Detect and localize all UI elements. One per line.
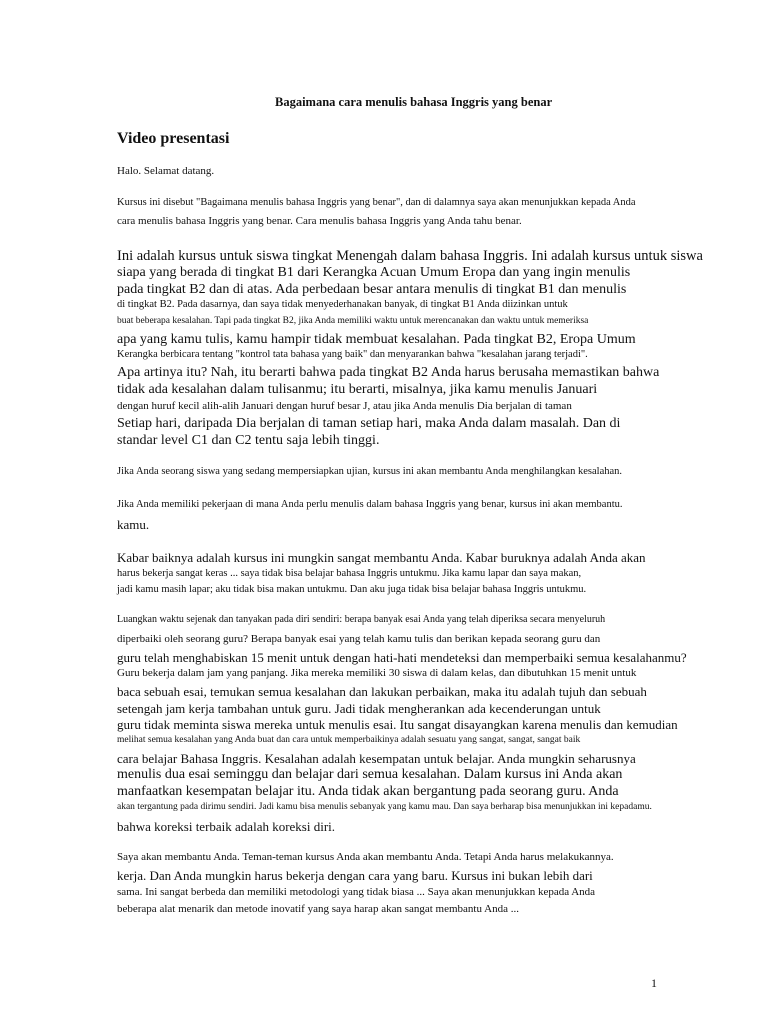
paragraph-line: kamu.: [117, 517, 150, 532]
paragraph-line: jadi kamu masih lapar; aku tidak bisa makan untukmu. Dan aku juga tidak bisa belajar bahasa Inggris untukmu.: [117, 584, 587, 595]
paragraph-line: apa yang kamu tulis, kamu hampir tidak membuat kesalahan. Pada tingkat B2, Eropa Umum: [117, 332, 636, 347]
paragraph-line: standar level C1 dan C2 tentu saja lebih tinggi.: [117, 433, 380, 448]
paragraph-line: kerja. Dan Anda mungkin harus bekerja dengan cara yang baru. Kursus ini bukan lebih dari: [117, 868, 593, 883]
paragraph-line: siapa yang berada di tingkat B1 dari Kerangka Acuan Umum Eropa dan yang ingin menulis: [117, 265, 631, 280]
paragraph-line: Luangkan waktu sejenak dan tanyakan pada diri sendiri: berapa banyak esai Anda yang telah diperiksa secara menyeluruh: [117, 614, 606, 625]
paragraph-line: guru tidak meminta siswa mereka untuk menulis esai. Itu sangat disayangkan karena menulis dan kemudian: [117, 717, 678, 732]
paragraph-line: menulis dua esai seminggu dan belajar dari semua kesalahan. Dalam kursus ini Anda akan: [117, 767, 623, 782]
paragraph-line: dengan huruf kecil alih-alih Januari dengan huruf besar J, atau jika Anda menulis Dia berjalan di taman: [117, 400, 572, 412]
paragraph-line: cara belajar Bahasa Inggris. Kesalahan adalah kesempatan untuk belajar. Anda mungkin seharusnya: [117, 751, 636, 766]
paragraph-line: Jika Anda seorang siswa yang sedang mempersiapkan ujian, kursus ini akan membantu Anda menghilangkan kesalahan.: [117, 466, 623, 477]
paragraph-line: diperbaiki oleh seorang guru? Berapa banyak esai yang telah kamu tulis dan berikan kepada seorang guru dan: [117, 633, 601, 645]
paragraph-line: Halo. Selamat datang.: [117, 165, 215, 177]
paragraph-line: melihat semua kesalahan yang Anda buat dan cara untuk memperbaikinya adalah sesuatu yang sangat, sangat, sangat baik: [117, 735, 581, 745]
page-number: 1: [651, 976, 657, 990]
paragraph-line: manfaatkan kesempatan belajar itu. Anda tidak akan bergantung pada seorang guru. Anda: [117, 784, 619, 799]
paragraph-line: akan tergantung pada dirimu sendiri. Jadi kamu bisa menulis sebanyak yang kamu mau. Dan saya berharap bisa menunjukkan ini kepadamu.: [117, 802, 652, 812]
section-heading: Video presentasi: [117, 130, 230, 147]
document-title: Bagaimana cara menulis bahasa Inggris yang benar: [275, 95, 553, 109]
paragraph-line: Jika Anda memiliki pekerjaan di mana Anda perlu menulis dalam bahasa Inggris yang benar, kursus ini akan membantu.: [117, 499, 623, 510]
paragraph-line: bahwa koreksi terbaik adalah koreksi diri.: [117, 819, 336, 834]
paragraph-line: tidak ada kesalahan dalam tulisanmu; itu berarti, misalnya, jika kamu menulis Januari: [117, 382, 598, 397]
paragraph-line: pada tingkat B2 dan di atas. Ada perbedaan besar antara menulis di tingkat B1 dan menulis: [117, 282, 627, 297]
paragraph-line: harus bekerja sangat keras ... saya tidak bisa belajar bahasa Inggris untukmu. Jika kamu lapar dan saya makan,: [117, 568, 582, 579]
paragraph-line: baca sebuah esai, temukan semua kesalahan dan lakukan perbaikan, maka itu adalah tujuh dan sebuah: [117, 684, 647, 699]
paragraph-line: Kabar baiknya adalah kursus ini mungkin sangat membantu Anda. Kabar buruknya adalah Anda akan: [117, 550, 646, 565]
paragraph-line: sama. Ini sangat berbeda dan memiliki metodologi yang tidak biasa ... Saya akan menunjukkan kepada Anda: [117, 886, 596, 898]
paragraph-line: Apa artinya itu? Nah, itu berarti bahwa pada tingkat B2 Anda harus berusaha memastikan bahwa: [117, 365, 660, 380]
paragraph-line: Ini adalah kursus untuk siswa tingkat Menengah dalam bahasa Inggris. Ini adalah kursus untuk siswa: [117, 248, 703, 264]
paragraph-line: setengah jam kerja tambahan untuk guru. Jadi tidak mengherankan ada kecenderungan untuk: [117, 701, 601, 716]
paragraph-line: di tingkat B2. Pada dasarnya, dan saya tidak menyederhanakan banyak, di tingkat B1 Anda diizinkan untuk: [117, 299, 568, 310]
paragraph-line: Kursus ini disebut "Bagaimana menulis bahasa Inggris yang benar", dan di dalamnya saya akan menunjukkan kepada Anda: [117, 197, 636, 208]
paragraph-line: cara menulis bahasa Inggris yang benar. Cara menulis bahasa Inggris yang Anda tahu benar.: [117, 215, 522, 227]
paragraph-line: buat beberapa kesalahan. Tapi pada tingkat B2, jika Anda memiliki waktu untuk merencanakan dan waktu untuk memeriksa: [117, 316, 589, 326]
paragraph-line: Setiap hari, daripada Dia berjalan di taman setiap hari, maka Anda dalam masalah. Dan di: [117, 416, 621, 431]
paragraph-line: Guru bekerja dalam jam yang panjang. Jika mereka memiliki 30 siswa di dalam kelas, dan dibutuhkan 15 menit untuk: [117, 667, 637, 679]
paragraph-line: guru telah menghabiskan 15 menit untuk dengan hati-hati mendeteksi dan memperbaiki semua kesalahanmu?: [117, 650, 687, 665]
paragraph-line: beberapa alat menarik dan metode inovatif yang saya harap akan sangat membantu Anda ...: [117, 903, 519, 915]
paragraph-line: Saya akan membantu Anda. Teman-teman kursus Anda akan membantu Anda. Tetapi Anda harus melakukannya.: [117, 851, 614, 863]
paragraph-line: Kerangka berbicara tentang "kontrol tata bahasa yang baik" dan menyarankan bahwa "kesalahan jarang terjadi".: [117, 349, 588, 360]
